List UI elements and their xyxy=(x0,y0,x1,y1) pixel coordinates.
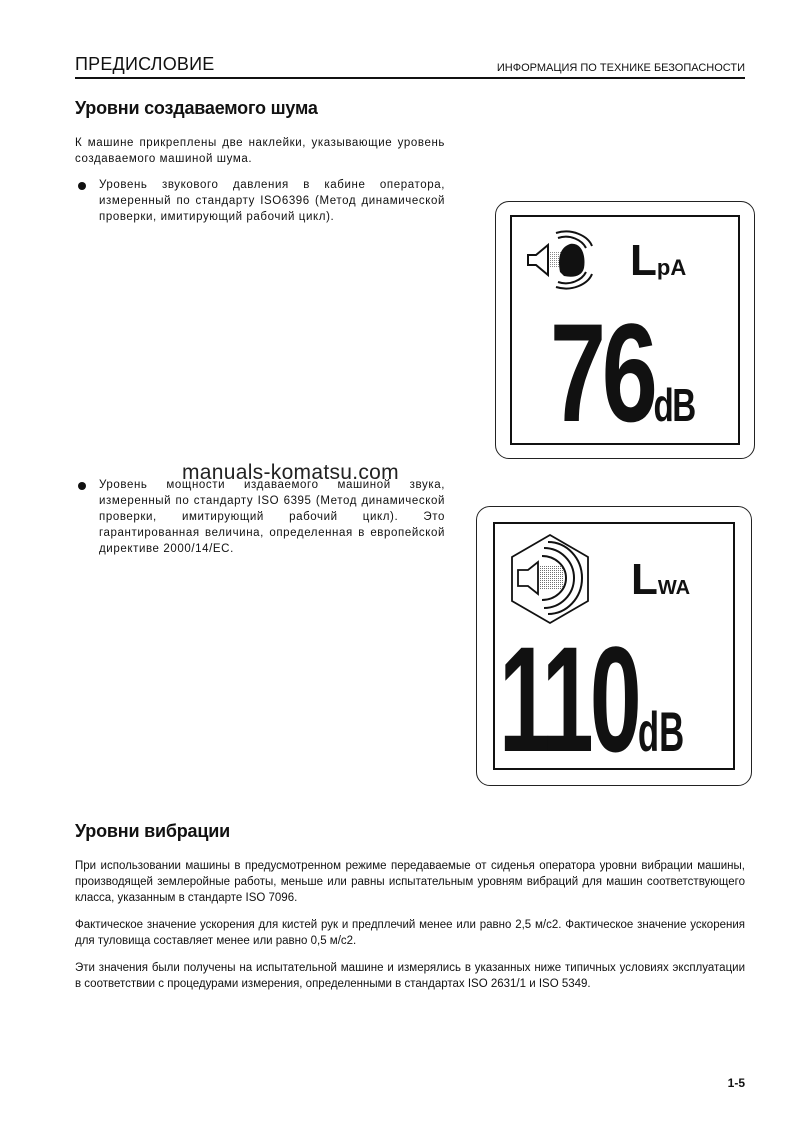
noise-intro: К машине прикреплены две наклейки, указывающие уровень создаваемого машиной шума. xyxy=(75,137,445,165)
watermark: manuals-komatsu.com xyxy=(182,461,399,484)
ear-speaker-icon xyxy=(524,230,604,300)
chapter-title: ИНФОРМАЦИЯ ПО ТЕХНИКЕ БЕЗОПАСНОСТИ xyxy=(496,62,745,74)
noise-bullet-power: Уровень мощности издаваемого машиной звука, измеренный по стандарту ISO 6395 (Метод динамической проверки, имитирующий рабочий цикл). Это гарантированная величина, определенная в европейской директиве 2000/14/EC. xyxy=(99,479,445,555)
vibration-para-1: При использовании машины в предусмотренном режиме передаваемые от сиденья оператора уровни вибрации машины, производящей землеройные работы, меньше или равны испытательным уровням вибраций для машин соответствующего класса, указанным в стандарте ISO 7096. xyxy=(75,860,745,904)
noise-label-lpa xyxy=(495,201,755,459)
bullet-icon xyxy=(78,182,86,190)
noise-label-lwa xyxy=(476,506,752,786)
section-title: ПРЕДИСЛОВИЕ xyxy=(75,54,215,74)
lwa-symbol: LWA xyxy=(631,555,691,604)
vibration-para-3: Эти значения были получены на испытательной машине и измерялись в указанных ниже типичных условиях эксплуатации в соответствии с процедурами измерения, определенными в стандартах ISO 2631/1 и ISO 5349. xyxy=(75,962,745,990)
page-number: 1-5 xyxy=(727,1076,745,1090)
noise-bullet-pressure: Уровень звукового давления в кабине оператора, измеренный по стандарту ISO6396 (Метод динамической проверки, имитирующий рабочий цикл). xyxy=(99,179,445,223)
page-header xyxy=(75,55,745,79)
vibration-heading: Уровни вибрации xyxy=(75,821,230,841)
hexagon-speaker-icon xyxy=(508,532,592,626)
lwa-value: 110dB xyxy=(499,615,685,783)
noise-heading: Уровни создаваемого шума xyxy=(75,98,318,118)
lpa-value: 76dB xyxy=(550,294,695,451)
lpa-symbol: LpA xyxy=(630,236,687,285)
vibration-para-2: Фактическое значение ускорения для кистей рук и предплечий менее или равно 2,5 м/с2. Фактическое значение ускорения для туловища составляет менее или равно 0,5 м/с2. xyxy=(75,919,745,947)
bullet-icon xyxy=(78,482,86,490)
